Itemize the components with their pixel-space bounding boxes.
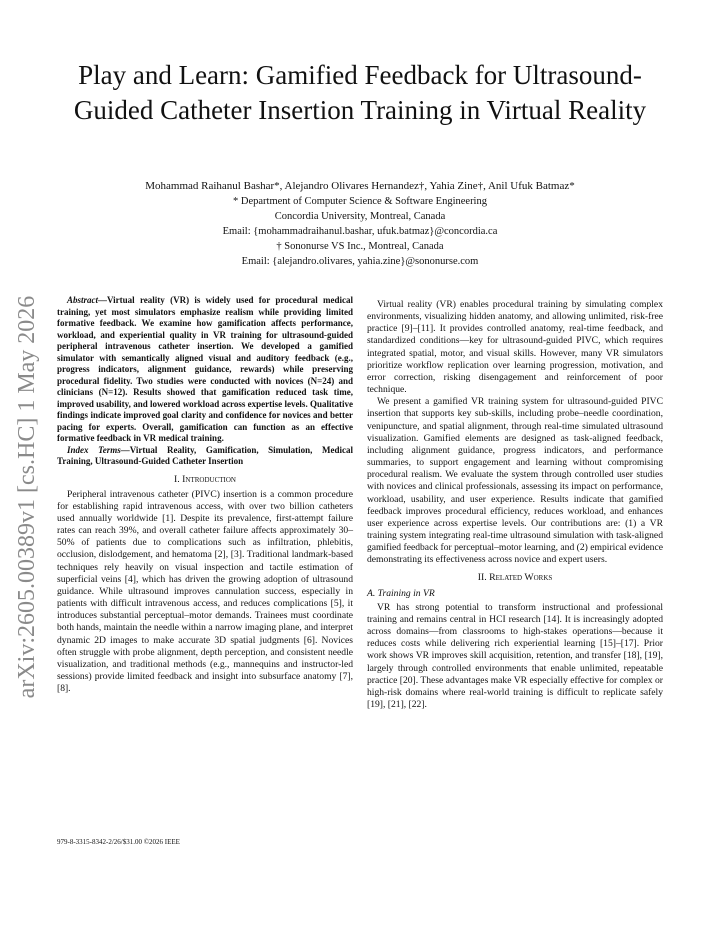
arxiv-id: arXiv:2605.00389v1 [cs.HC] 1 May 2026 [14, 295, 40, 699]
section-heading-introduction: I. Introduction [174, 473, 236, 485]
right-paragraph-3: VR has strong potential to transform instructional and professional training and remains central in HCI research [14]. It is increasingly adopted across domains—from classrooms to high-stakes operations—because it reduces costs while delivering rich experiential learning [15]–[17]. Prior work shows VR improves skill acquisition, retention, and transfer [18], [19], largely through controlled environments that enable unlimited, repeatable practice [20]. These advantages make VR especially effective for complex or high-risk domains where real-world training is difficult to replicate safely [19], [21], [22]. [367, 601, 663, 710]
affiliation-email-1: Email: {mohammadraihanul.bashar, ufuk.batmaz}@concordia.ca [222, 226, 498, 237]
abstract [57, 295, 353, 445]
arxiv-stamp [6, 262, 46, 732]
index-terms-text: Virtual Reality, Gamification, Simulation, Medical Training, Ultrasound-Guided Catheter Insertion [57, 444, 353, 466]
subsection-heading-training-vr: A. Training in VR [367, 587, 435, 599]
abstract-label: Abstract— [67, 295, 108, 305]
abstract-text: Virtual reality (VR) is widely used for procedural medical training, yet most simulators emphasize realism while providing limited formative feedback. We examine how gamification affects performance, workload, and experiential quality in VR training for ultrasound-guided peripheral intravenous catheter insertion. We developed a gamified simulator with semantically aligned visual and auditory feedback (e.g., progress indicators, alignment guidance, rewards) while preserving procedural fidelity. Two studies were conducted with novices (N=24) and clinicians (N=12). Results showed that gamification reduced task time, improved usability, and lowered workload across expertise levels. Qualitative findings indicate improved goal clarity and confidence for novices and better pacing for experts. Overall, gamification can function as an effective formative feedback in VR medical training. [57, 295, 353, 443]
authors-line: Mohammad Raihanul Bashar*, Alejandro Olivares Hernandez†, Yahia Zine†, Anil Ufuk Batmaz* [145, 180, 575, 192]
index-terms-label: Index Terms— [67, 444, 130, 455]
right-paragraph-2: We present a gamified VR training system for ultrasound-guided PIVC insertion that supports key sub-skills, including probe–needle coordination, venipuncture, and spatial alignment, through real-time simulated ultrasound visualization. Gamified elements are designed as task-aligned feedback, including alignment guidance, progress indicators, and performance summaries, to support engagement and learning without compromising procedural realism. We evaluate the system through controlled user studies with novices and clinical professionals, assessing its impact on performance, workload, usability, and user experience. Results indicate that gamified feedback improves procedural efficiency, reduces workload, and enhances user experience across expertise levels. Our contributions are: (1) a VR training system integrating real-time ultrasound simulation with task-aligned gamified feedback for perceptual–motor learning, and (2) empirical evidence demonstrating its effectiveness across novice and expert users. [367, 396, 663, 566]
right-paragraph-1: Virtual reality (VR) enables procedural training by simulating complex environments, visualizing hidden anatomy, and allowing unlimited, risk-free practice [9]–[11]. It provides controlled anatomy, real-time feedback, and standardized conditions—key for ultrasound-guided PIVC, which requires integrated spatial, motor, and visual skills. However, many VR simulators prioritize workflow replication over learning progression, motivation, and error correction, risking disengagement and reinforcement of poor technique. [367, 299, 663, 396]
affiliation-org: † Sononurse VS Inc., Montreal, Canada [276, 241, 444, 252]
right-column [367, 299, 663, 711]
affiliation-dept: * Department of Computer Science & Software Engineering [233, 196, 487, 207]
index-terms [57, 445, 353, 468]
author-block [60, 178, 660, 269]
intro-paragraph-1: Peripheral intravenous catheter (PIVC) insertion is a common procedure for establishing rapid intravenous access, with over two billion catheters used annually worldwide [1]. Despite its prevalence, first-attempt failure rates can reach 39%, and overall catheter failure affects approximately 30–50% of patients due to complications such as infiltration, phlebitis, occlusion, dislodgement, and hematoma [2], [3]. Traditional landmark-based techniques rely heavily on visual inspection and tactile estimation of superficial veins [4], which has driven the growing adoption of ultrasound guidance. While ultrasound improves cannulation success, especially in patients with difficult intravenous access, and reduces complications [5], it introduces substantial perceptual–motor demands. Trainees must coordinate both hands, maintain the needle within a narrow imaging plane, and interpret dynamic 2D images to make accurate 3D spatial judgments [6]. Novices often struggle with probe alignment, depth perception, and consistent needle visualization, and traditional methods (e.g., mannequins and instructor-led sessions) provide limited feedback and insight into subsurface anatomy [7], [8]. [57, 488, 353, 695]
section-heading-related-works: II. Related Works [477, 572, 553, 584]
arxiv-stamp-svg [6, 262, 46, 732]
paper-title: Play and Learn: Gamified Feedback for Ultrasound-Guided Catheter Insertion Training in Virtual Reality [73, 60, 647, 125]
left-column [57, 295, 353, 695]
affiliation-univ: Concordia University, Montreal, Canada [274, 211, 446, 222]
affiliation-email-2: Email: {alejandro.olivares, yahia.zine}@sononurse.com [241, 256, 479, 267]
copyright-footer: 979-8-3315-8342-2/26/$31.00 ©2026 IEEE [57, 838, 180, 846]
